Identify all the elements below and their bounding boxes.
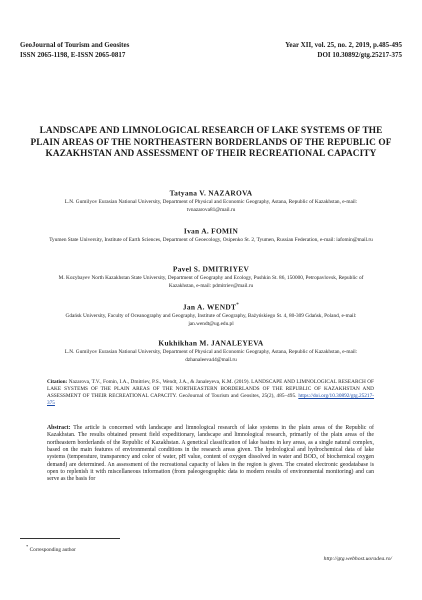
author-affiliation: Tyumen State University, Institute of Earth Sciences, Department of Geoecology, Osipenko St. 2, Tyumen, Russian Federation, e-mail: iafomin@mail.ru [49,237,373,244]
citation-text: Nazarova, T.V., Fomin, I.A., Dmitriev, P.S., Wendt, J.A., & Janaleyeva, K.M. (2019). LANDSCAPE AND LIMNOLOGICAL RESEARCH OF LAKE SYSTEMS OF THE PLAIN AREAS OF THE NORTHEASTERN BORDERLANDS OF THE REPUBLIC OF KAZAKHSTAN AND ASSESSMENT OF THEIR RECREATIONAL CAPACITY. GeoJournal of Tourism and Geosites, 25(2), 485–495. [47,379,375,399]
author-affiliation: L.N. Gumilyov Eurasian National University, Department of Physical and Economic Geography, Astana, Republic of Kazakhstan, e-mail: dzhanaleeva44@mail.ru [64,349,358,363]
abstract-label: Abstract: [47,425,71,431]
footnote-mark: * [26,544,29,549]
author-affiliation: L.N. Gumilyov Eurasian National University, Department of Physical and Economic Geography, Astana, Republic of Kazakhstan, e-mail: tvnazarova81@mail.ru [64,199,358,213]
footnote-text: Corresponding author [29,546,76,553]
abstract [47,425,374,484]
footnote [26,543,76,554]
author-name: Kukhikhan M. JANALEYEVA [158,338,264,348]
abstract-text: The article is concerned with landscape and limnological research of lake systems in the plain areas of the Republic of Kazakhstan. The results obtained present field expeditionary, landscape and limnological research, primarily of the plain areas of the northeastern borderlands of the Republic of Kazakhstan. A genetical classification of lake basins in key areas, as a single natural complex, based on the main features of environmental conditions in the research areas given. The hydrological and hydrochemical data of lake systems (temperature, transparency and color of water, pH value, content of oxygen dissolved in water and BOD₅ of biochemical oxygen demand) are determined. An assessment of the recreational capacity of lakes in the region is given. The created electronic geodatabase is open to replenish it with miscellaneous information (from paleogeographic data to modern results of environmental monitoring) and can serve as the basis for [47,425,374,483]
citation-label: Citation: [47,379,68,385]
paper-title: LANDSCAPE AND LIMNOLOGICAL RESEARCH OF LAKE SYSTEMS OF THE PLAIN AREAS OF THE NORTHEASTERN BORDERLANDS OF THE REPUBLIC OF KAZAKHSTAN AND ASSESSMENT OF THEIR RECREATIONAL CAPACITY [30,126,392,159]
author-block [46,225,376,245]
citation [47,379,374,407]
footnote-divider [20,538,120,539]
author-block [46,301,376,328]
author-affiliation: M. Kozybayev North Kazakhstan State University, Department of Geography and Ecology, Pushkin St. 86, 150000, Petropavlovsk, Republic of Kazakhstan, e-mail: pdmitriev@mail.ru [58,275,364,289]
header-right [285,41,402,60]
doi-link[interactable]: https://doi.org/10.30892/gtg.25217-375 [47,393,374,406]
author-name: Jan A. WENDT* [182,302,240,312]
author-block [46,337,376,364]
author-affiliation: Gdańsk University, Faculty of Oceanography and Geography, Institute of Geography, Bażyńskiego St. 4, 80-309 Gdańsk, Poland, e-mail: jan.wendt@ug.edu.pl [65,313,357,327]
journal-name: GeoJournal of Tourism and Geosites [20,41,130,49]
author-name: Tatyana V. NAZAROVA [169,188,253,198]
doi: DOI 10.30892/gtg.25217-375 [317,50,402,59]
volume-info: Year XII, vol. 25, no. 2, 2019, p.485-495 [285,41,402,49]
issn: ISSN 2065-1198, E-ISSN 2065-0817 [20,50,126,59]
header-left [20,41,129,60]
author-block [46,187,376,214]
footer-url[interactable]: http://gtg.webhost.uoradea.ro/ [323,556,392,562]
author-name: Pavel S. DMITRIYEV [172,264,250,274]
author-name: Ivan A. FOMIN [183,226,239,236]
author-block [46,263,376,290]
